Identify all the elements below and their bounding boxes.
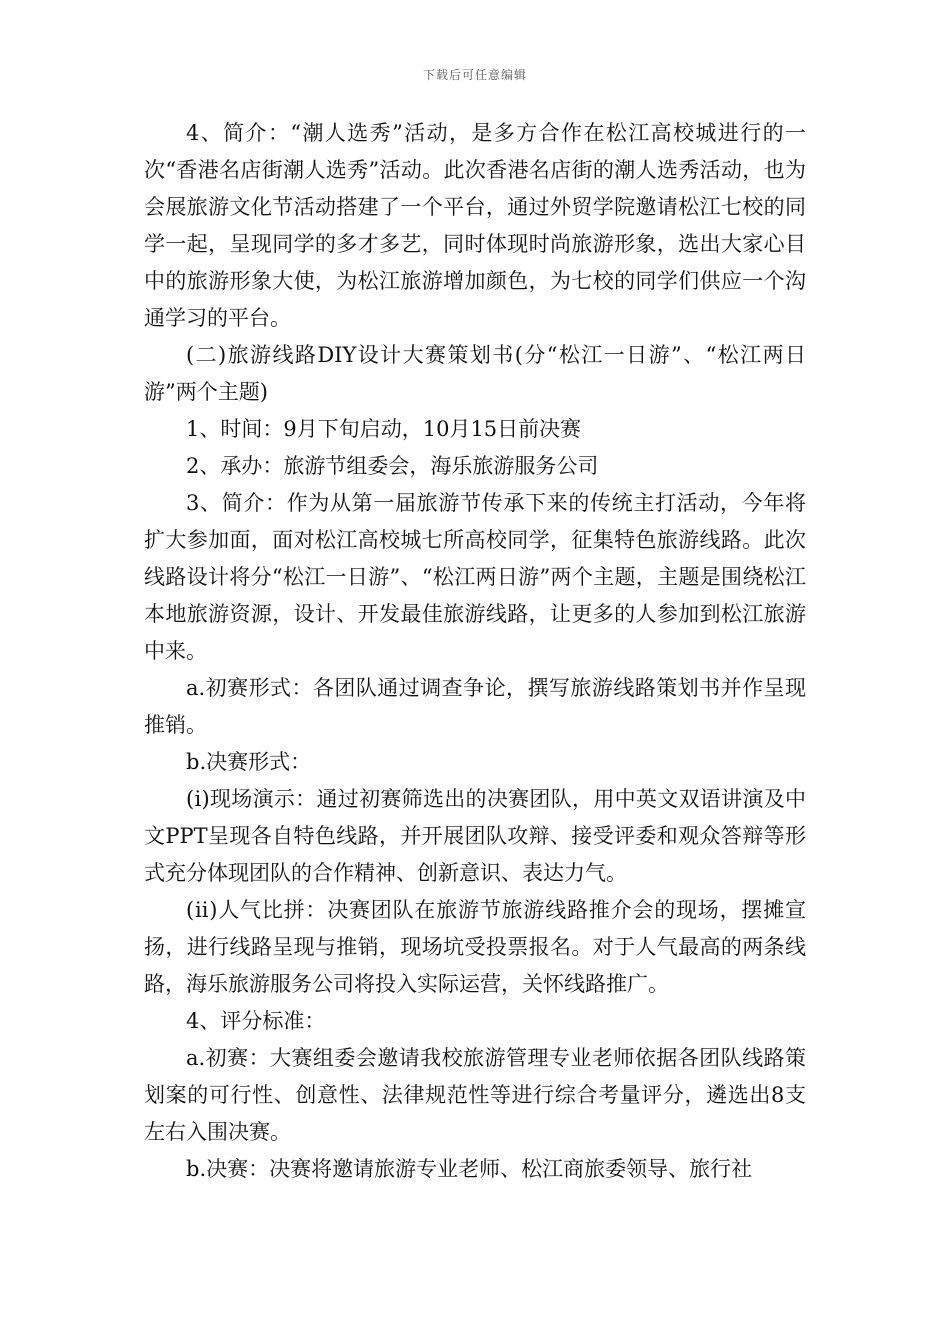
paragraph-live-demo: (ⅰ)现场演示：通过初赛筛选出的决赛团队，用中英文双语讲演及中文PPT呈现各自特色线路，并开展团队攻辩、接受评委和观众答辩等形式充分体现团队的合作精神、创新意识、表达力气。 <box>144 787 806 885</box>
document-body <box>144 115 806 1188</box>
paragraph-section-title-diy: (二)旅游线路DIY设计大赛策划书(分“松江一日游”、“松江两日游”两个主题) <box>144 343 806 404</box>
paragraph-final-format: b.决赛形式： <box>186 750 312 774</box>
paragraph-popularity: (ⅱ)人气比拼：决赛团队在旅游节旅游线路推介会的现场，摆摊宣扬，进行线路呈现与推销，现场坑受投票报名。对于人气最高的两条线路，海乐旅游服务公司将投入实际运营，关怀线路推广。 <box>144 898 806 996</box>
paragraph-scoring-title: 4、评分标准： <box>186 1009 326 1033</box>
paragraph-intro-trend-show: 4、简介：“潮人选秀”活动，是多方合作在松江高校城进行的一次“香港名店街潮人选秀”活动。此次香港名店街的潮人选秀活动，也为会展旅游文化节活动搭建了一个平台，通过外贸学院邀请松江七校的同学一起，呈现同学的多才多艺，同时体现时尚旅游形象，选出大家心目中的旅游形象大使，为松江旅游增加颜色，为七校的同学们供应一个沟通学习的平台。 <box>144 121 806 330</box>
paragraph-intro-diy: 3、简介：作为从第一届旅游节传承下来的传统主打活动，今年将扩大参加面，面对松江高校城七所高校同学，征集特色旅游线路。此次线路设计将分“松江一日游”、“松江两日游”两个主题，主题是围绕松江本地旅游资源，设计、开发最佳旅游线路，让更多的人参加到松江旅游中来。 <box>144 491 806 663</box>
page-header: 下载后可任意编辑 <box>422 68 527 82</box>
paragraph-organizer: 2、承办：旅游节组委会，海乐旅游服务公司 <box>186 454 599 478</box>
paragraph-time: 1、时间：9月下旬启动，10月15日前决赛 <box>186 417 582 441</box>
paragraph-scoring-final: b.决赛：决赛将邀请旅游专业老师、松江商旅委领导、旅行社 <box>186 1157 753 1181</box>
paragraph-preliminary-format: a.初赛形式：各团队通过调查争论，撰写旅游线路策划书并作呈现推销。 <box>144 676 806 737</box>
paragraph-scoring-preliminary: a.初赛：大赛组委会邀请我校旅游管理专业老师依据各团队线路策划案的可行性、创意性、法律规范性等进行综合考量评分，遴选出8支左右入围决赛。 <box>144 1046 806 1144</box>
